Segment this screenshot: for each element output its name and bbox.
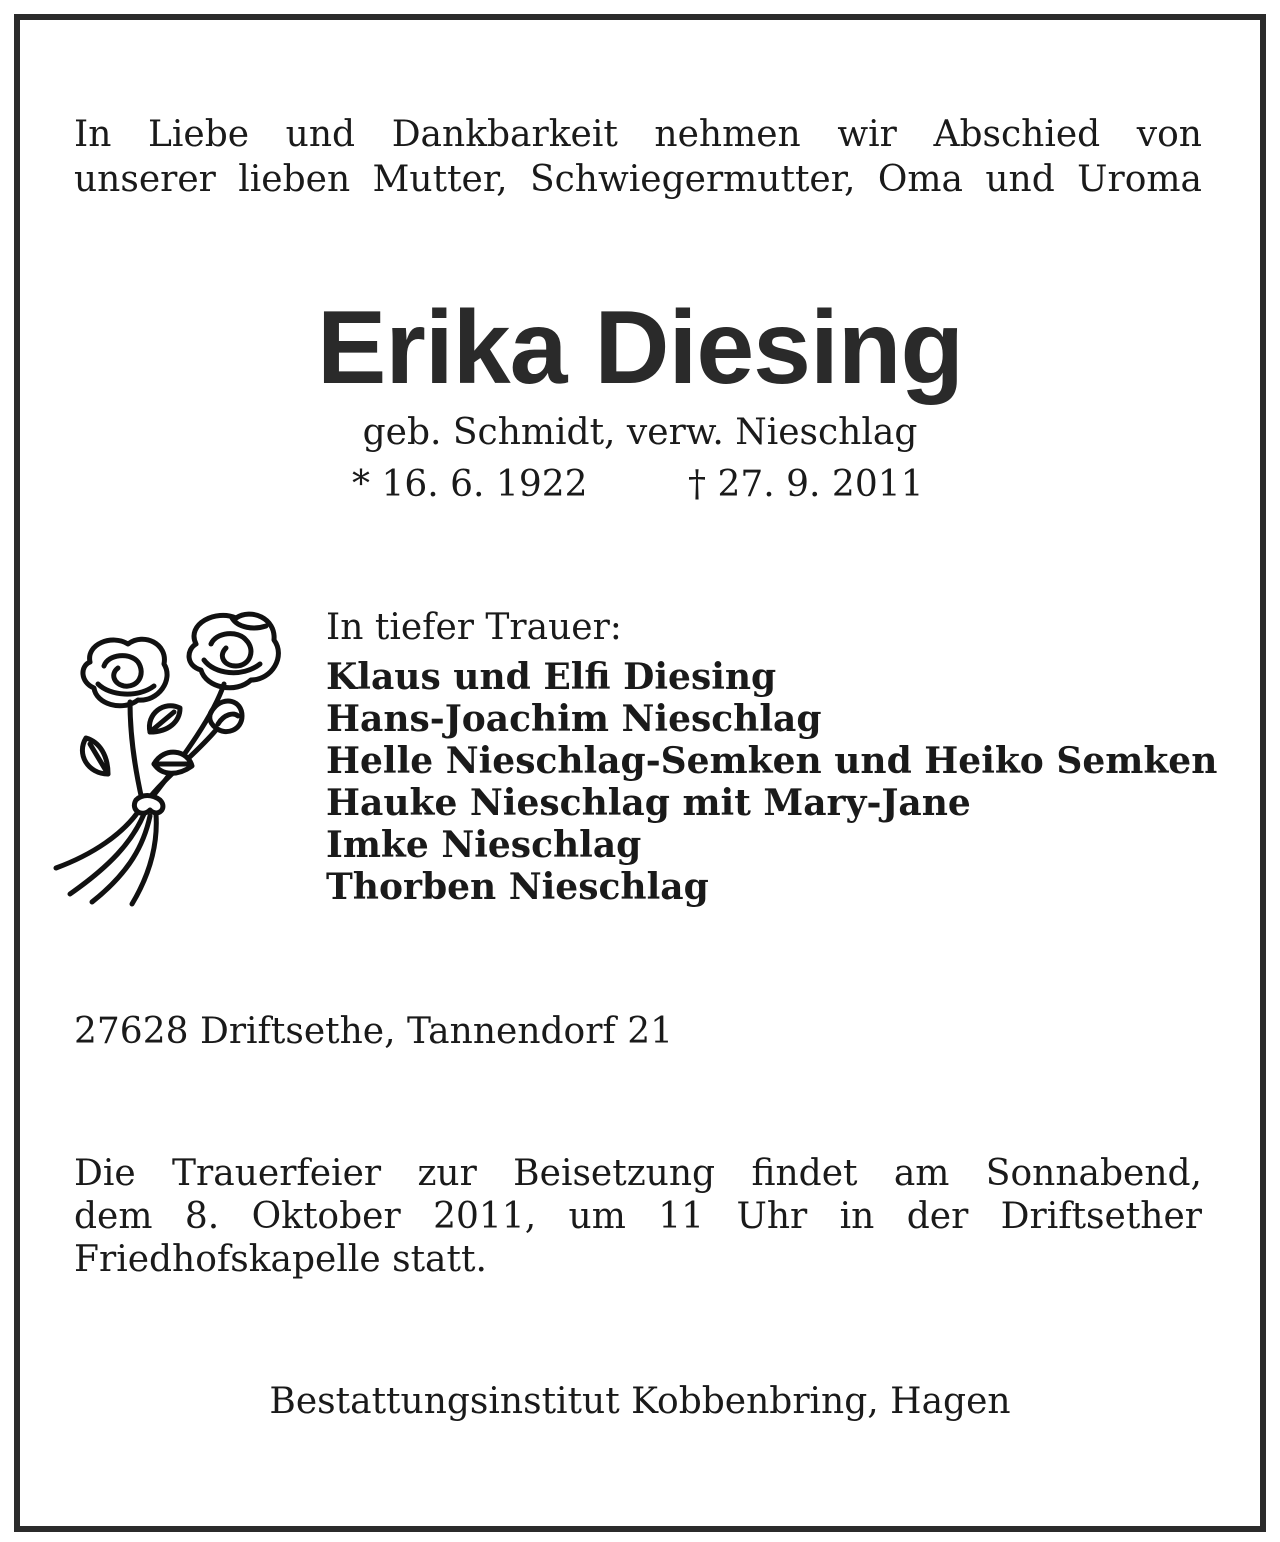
- mourners-list: [326, 656, 1217, 908]
- list-item: Imke Nieschlag: [326, 824, 642, 866]
- intro-line: In Liebe und Dankbarkeit nehmen wir Abschied von: [74, 114, 1202, 155]
- deceased-name: Erika Diesing: [317, 290, 963, 406]
- maiden-name-info: geb. Schmidt, verw. Nieschlag: [362, 412, 918, 453]
- roses-icon: [46, 604, 286, 914]
- death-date: † 27. 9. 2011: [688, 464, 924, 505]
- family-address: 27628 Driftsethe, Tannendorf 21: [74, 1011, 674, 1052]
- funeral-home: Bestattungsinstitut Kobbenbring, Hagen: [269, 1381, 1011, 1422]
- list-item: Helle Nieschlag-Semken und Heiko Semken: [326, 740, 1218, 782]
- mourners-heading: In tiefer Trauer:: [326, 607, 622, 648]
- service-line: Die Trauerfeier zur Beisetzung findet am Sonnabend,: [74, 1153, 1202, 1194]
- service-line: Friedhofskapelle statt.: [74, 1239, 487, 1280]
- list-item: Hans-Joachim Nieschlag: [326, 698, 822, 740]
- intro-text: [74, 112, 1202, 202]
- list-item: Thorben Nieschlag: [326, 866, 709, 908]
- service-line: dem 8. Oktober 2011, um 11 Uhr in der Driftsether: [74, 1196, 1202, 1237]
- list-item: Hauke Nieschlag mit Mary-Jane: [326, 782, 971, 824]
- list-item: Klaus und Elfi Diesing: [326, 656, 777, 698]
- service-announcement: [74, 1152, 1202, 1281]
- intro-line: unserer lieben Mutter, Schwiegermutter, Oma und Uroma: [74, 159, 1202, 200]
- birth-date: * 16. 6. 1922: [352, 464, 588, 505]
